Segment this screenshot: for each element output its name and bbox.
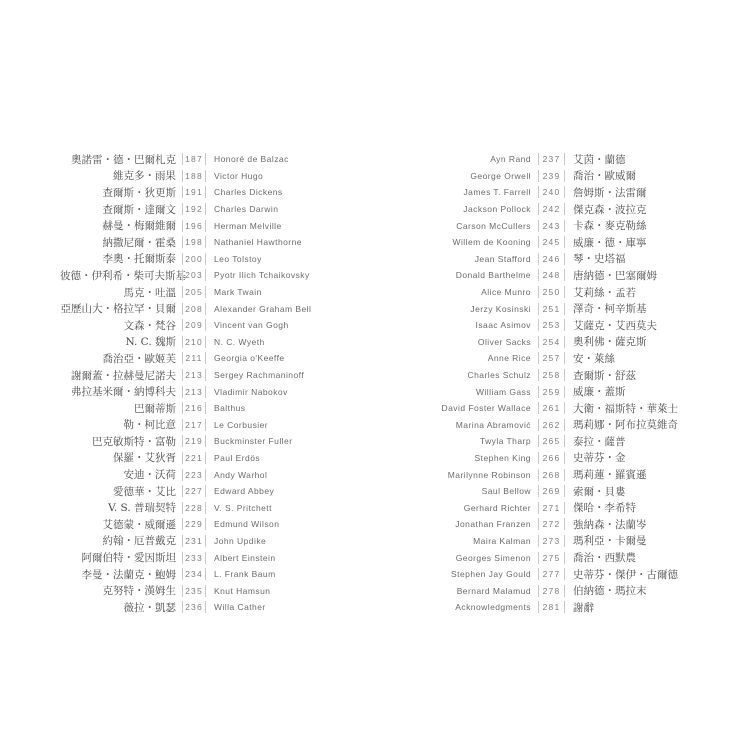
entry-page-number-left: 234 xyxy=(182,568,206,580)
entry-en-name-right: Acknowledgments xyxy=(455,602,531,613)
entry-zh-name-left: V. S. 普瑞契特 xyxy=(108,502,176,515)
entry-zh-name-right: 唐納德・巴塞爾姆 xyxy=(573,269,657,282)
entry-page-number-right: 254 xyxy=(538,336,565,348)
toc-row xyxy=(60,367,690,384)
entry-page-number-right: 246 xyxy=(538,253,565,265)
entry-page-number-left: 229 xyxy=(182,518,206,530)
entry-en-name-right: Charles Schulz xyxy=(467,370,531,381)
entry-zh-name-right: 瑪利亞・卡爾曼 xyxy=(573,535,647,548)
toc-row xyxy=(60,317,690,334)
toc-row xyxy=(60,151,690,168)
entry-en-name-right: Donald Barthelme xyxy=(455,270,531,281)
entry-en-name-left: Georgia o'Keeffe xyxy=(214,353,285,364)
entry-en-name-left: Buckminster Fuller xyxy=(214,436,293,447)
toc-row xyxy=(60,566,690,583)
entry-zh-name-left: 亞歷山大・格拉罕・貝爾 xyxy=(60,303,176,316)
entry-en-name-right: Jonathan Franzen xyxy=(455,519,531,530)
entry-en-name-left: Andy Warhol xyxy=(214,469,268,480)
entry-page-number-left: 192 xyxy=(182,203,206,215)
entry-zh-name-right: 澤奇・柯辛斯基 xyxy=(573,303,647,316)
entry-page-number-left: 217 xyxy=(182,419,206,431)
entry-page-number-right: 268 xyxy=(538,469,565,481)
entry-page-number-right: 245 xyxy=(538,236,565,248)
entry-en-name-right: Georges Simenon xyxy=(455,552,531,563)
entry-page-number-left: 219 xyxy=(182,435,206,447)
entry-zh-name-right: 威廉・蓋斯 xyxy=(573,386,626,399)
entry-page-number-right: 259 xyxy=(538,386,565,398)
entry-page-number-left: 236 xyxy=(182,601,206,613)
toc-row xyxy=(60,599,690,616)
entry-page-number-right: 266 xyxy=(538,452,565,464)
entry-zh-name-right: 傑哈・李希特 xyxy=(573,502,636,515)
entry-en-name-left: Edmund Wilson xyxy=(214,519,280,530)
entry-zh-name-left: 安迪・沃荷 xyxy=(123,469,176,482)
entry-en-name-right: William Gass xyxy=(476,386,531,397)
entry-zh-name-left: 保羅・艾狄胥 xyxy=(113,452,176,465)
entry-zh-name-left: 赫曼・梅爾維爾 xyxy=(102,220,176,233)
toc-row xyxy=(60,184,690,201)
entry-page-number-right: 269 xyxy=(538,485,565,497)
entry-zh-name-left: 巴爾蒂斯 xyxy=(134,402,176,415)
entry-zh-name-right: 傑克森・波拉克 xyxy=(573,203,647,216)
toc-row xyxy=(60,466,690,483)
entry-page-number-right: 281 xyxy=(538,601,565,613)
entry-en-name-left: Knut Hamsun xyxy=(214,585,271,596)
entry-page-number-right: 278 xyxy=(538,585,565,597)
entry-page-number-left: 223 xyxy=(182,469,206,481)
entry-zh-name-left: 愛德華・艾比 xyxy=(113,485,176,498)
entry-en-name-right: Twyla Tharp xyxy=(479,436,531,447)
entry-zh-name-right: 瑪莉娜・阿布拉莫維奇 xyxy=(573,419,678,432)
entry-zh-name-left: 彼德・伊利希・柴可夫斯基 xyxy=(60,269,186,282)
entry-page-number-right: 257 xyxy=(538,352,565,364)
entry-page-number-right: 237 xyxy=(538,153,565,165)
entry-page-number-right: 253 xyxy=(538,319,565,331)
entry-en-name-right: David Foster Wallace xyxy=(441,403,531,414)
entry-page-number-right: 248 xyxy=(538,269,565,281)
entry-zh-name-left: 喬治亞・歐姬芙 xyxy=(102,352,176,365)
toc-row xyxy=(60,499,690,516)
entry-en-name-left: Edward Abbey xyxy=(214,486,275,497)
entry-page-number-left: 213 xyxy=(182,369,206,381)
entry-en-name-right: Jean Stafford xyxy=(474,253,531,264)
entry-en-name-right: Jackson Pollock xyxy=(463,204,531,215)
entry-page-number-right: 258 xyxy=(538,369,565,381)
entry-en-name-left: L. Frank Baum xyxy=(214,569,276,580)
entry-zh-name-right: 喬治・西默農 xyxy=(573,552,636,565)
entry-page-number-left: 200 xyxy=(182,253,206,265)
toc-row xyxy=(60,217,690,234)
entry-en-name-right: Bernard Malamud xyxy=(456,585,531,596)
entry-zh-name-left: 奧諾雷・德・巴爾札克 xyxy=(71,153,176,166)
entry-en-name-left: Charles Darwin xyxy=(214,204,279,215)
entry-page-number-right: 239 xyxy=(538,170,565,182)
entry-zh-name-right: 卡森・麥克勒絲 xyxy=(573,220,647,233)
entry-zh-name-right: 瑪莉蓮・羅賓遜 xyxy=(573,469,647,482)
entry-page-number-left: 211 xyxy=(182,352,206,364)
entry-zh-name-right: 大衛・福斯特・華萊士 xyxy=(573,402,678,415)
entry-en-name-right: George Orwell xyxy=(470,170,531,181)
entry-zh-name-right: 艾薩克・艾西莫夫 xyxy=(573,319,657,332)
entry-en-name-left: N. C. Wyeth xyxy=(214,336,265,347)
entry-zh-name-right: 索爾・貝婁 xyxy=(573,485,626,498)
toc-row xyxy=(60,300,690,317)
toc-row xyxy=(60,400,690,417)
entry-page-number-right: 261 xyxy=(538,402,565,414)
entry-en-name-left: Mark Twain xyxy=(214,287,262,298)
entry-page-number-left: 228 xyxy=(182,502,206,514)
entry-zh-name-left: 薇拉・凱瑟 xyxy=(123,601,176,614)
entry-en-name-right: Maira Kalman xyxy=(473,535,531,546)
toc-row xyxy=(60,383,690,400)
entry-zh-name-right: 琴・史塔福 xyxy=(573,253,626,266)
entry-zh-name-left: 維克多・雨果 xyxy=(113,170,176,183)
entry-zh-name-left: N. C. 魏斯 xyxy=(125,336,176,349)
entry-zh-name-right: 查爾斯・舒茲 xyxy=(573,369,636,382)
entry-page-number-left: 191 xyxy=(182,186,206,198)
toc-row xyxy=(60,201,690,218)
entry-page-number-left: 203 xyxy=(182,269,206,281)
entry-zh-name-right: 強納森・法蘭岑 xyxy=(573,518,647,531)
entry-page-number-left: 221 xyxy=(182,452,206,464)
table-of-contents xyxy=(60,151,690,616)
entry-page-number-left: 209 xyxy=(182,319,206,331)
entry-page-number-left: 187 xyxy=(182,153,206,165)
entry-page-number-right: 251 xyxy=(538,303,565,315)
entry-en-name-left: Albert Einstein xyxy=(214,552,276,563)
entry-page-number-right: 271 xyxy=(538,502,565,514)
entry-en-name-right: Saul Bellow xyxy=(481,486,531,497)
entry-page-number-right: 242 xyxy=(538,203,565,215)
entry-en-name-right: James T. Farrell xyxy=(463,187,531,198)
toc-row xyxy=(60,284,690,301)
entry-page-number-right: 240 xyxy=(538,186,565,198)
entry-page-number-left: 235 xyxy=(182,585,206,597)
entry-en-name-right: Isaac Asimov xyxy=(475,320,531,331)
entry-page-number-left: 216 xyxy=(182,402,206,414)
entry-page-number-left: 210 xyxy=(182,336,206,348)
entry-en-name-right: Stephen Jay Gould xyxy=(451,569,531,580)
entry-zh-name-right: 艾莉絲・孟若 xyxy=(573,286,636,299)
entry-en-name-left: Willa Cather xyxy=(214,602,266,613)
entry-en-name-left: John Updike xyxy=(214,535,267,546)
entry-zh-name-left: 阿爾伯特・愛因斯坦 xyxy=(81,552,176,565)
entry-en-name-left: V. S. Pritchett xyxy=(214,502,272,513)
entry-zh-name-right: 謝辭 xyxy=(573,601,594,614)
entry-en-name-right: Carson McCullers xyxy=(456,220,531,231)
entry-zh-name-left: 文森・梵谷 xyxy=(123,319,176,332)
toc-row xyxy=(60,433,690,450)
entry-zh-name-left: 克努特・漢姆生 xyxy=(102,585,176,598)
entry-zh-name-left: 李曼・法蘭克・鮑姆 xyxy=(81,568,176,581)
entry-zh-name-right: 奧利佛・薩克斯 xyxy=(573,336,647,349)
toc-row xyxy=(60,417,690,434)
entry-zh-name-right: 史蒂芬・金 xyxy=(573,452,626,465)
toc-row xyxy=(60,234,690,251)
entry-page-number-left: 196 xyxy=(182,220,206,232)
entry-en-name-right: Willem de Kooning xyxy=(452,237,531,248)
toc-row xyxy=(60,533,690,550)
entry-page-number-left: 205 xyxy=(182,286,206,298)
entry-en-name-left: Paul Erdös xyxy=(214,452,261,463)
entry-en-name-left: Nathaniel Hawthorne xyxy=(214,237,302,248)
entry-page-number-left: 213 xyxy=(182,386,206,398)
entry-page-number-right: 262 xyxy=(538,419,565,431)
entry-en-name-left: Herman Melville xyxy=(214,220,282,231)
entry-en-name-left: Vladimir Nabokov xyxy=(214,386,288,397)
entry-en-name-right: Jerzy Kosinski xyxy=(470,303,531,314)
toc-row xyxy=(60,582,690,599)
entry-en-name-right: Ayn Rand xyxy=(490,154,531,165)
entry-en-name-left: Le Corbusier xyxy=(214,419,269,430)
entry-en-name-right: Stephen King xyxy=(474,452,531,463)
entry-en-name-right: Gerhard Richter xyxy=(463,502,531,513)
entry-zh-name-left: 查爾斯・狄更斯 xyxy=(102,186,176,199)
entry-zh-name-right: 伯納德・瑪拉末 xyxy=(573,585,647,598)
entry-zh-name-left: 約翰・厄普戴克 xyxy=(102,535,176,548)
entry-page-number-right: 265 xyxy=(538,435,565,447)
entry-en-name-left: Leo Tolstoy xyxy=(214,253,262,264)
entry-en-name-left: Charles Dickens xyxy=(214,187,283,198)
entry-en-name-right: Marilynne Robinson xyxy=(447,469,531,480)
entry-zh-name-left: 巴克敏斯特・富勒 xyxy=(92,435,176,448)
entry-zh-name-right: 泰拉・薩普 xyxy=(573,435,626,448)
entry-page-number-right: 250 xyxy=(538,286,565,298)
entry-page-number-left: 188 xyxy=(182,170,206,182)
entry-page-number-right: 273 xyxy=(538,535,565,547)
entry-en-name-right: Alice Munro xyxy=(481,287,531,298)
entry-en-name-left: Honoré de Balzac xyxy=(214,154,289,165)
entry-zh-name-left: 納撒尼爾・霍桑 xyxy=(102,236,176,249)
toc-row xyxy=(60,350,690,367)
toc-row xyxy=(60,168,690,185)
toc-row xyxy=(60,483,690,500)
entry-en-name-left: Alexander Graham Bell xyxy=(214,303,312,314)
toc-row xyxy=(60,334,690,351)
entry-zh-name-left: 勒・柯比意 xyxy=(123,419,176,432)
entry-zh-name-right: 喬治・歐威爾 xyxy=(573,170,636,183)
entry-zh-name-left: 弗拉基米爾・納博科夫 xyxy=(71,386,176,399)
entry-page-number-right: 277 xyxy=(538,568,565,580)
entry-zh-name-left: 艾德蒙・威爾遜 xyxy=(102,518,176,531)
entry-page-number-right: 275 xyxy=(538,552,565,564)
entry-page-number-right: 243 xyxy=(538,220,565,232)
entry-en-name-left: Balthus xyxy=(214,403,246,414)
entry-zh-name-left: 李奧・托爾斯泰 xyxy=(102,253,176,266)
entry-en-name-left: Vincent van Gogh xyxy=(214,320,289,331)
entry-en-name-left: Sergey Rachmaninoff xyxy=(214,370,305,381)
entry-zh-name-right: 史蒂芬・傑伊・古爾德 xyxy=(573,568,678,581)
entry-page-number-left: 208 xyxy=(182,303,206,315)
toc-row xyxy=(60,516,690,533)
entry-zh-name-right: 詹姆斯・法雷爾 xyxy=(573,186,647,199)
entry-page-number-left: 233 xyxy=(182,552,206,564)
toc-row xyxy=(60,267,690,284)
entry-page-number-left: 227 xyxy=(182,485,206,497)
entry-page-number-right: 272 xyxy=(538,518,565,530)
entry-en-name-left: Victor Hugo xyxy=(214,170,264,181)
entry-en-name-right: Oliver Sacks xyxy=(477,336,531,347)
entry-zh-name-left: 馬克・吐溫 xyxy=(123,286,176,299)
entry-page-number-left: 198 xyxy=(182,236,206,248)
entry-en-name-left: Pyotr Ilich Tchaikovsky xyxy=(214,270,310,281)
toc-row xyxy=(60,549,690,566)
entry-zh-name-right: 威廉・德・庫寧 xyxy=(573,236,647,249)
toc-row xyxy=(60,450,690,467)
entry-en-name-right: Anne Rice xyxy=(487,353,531,364)
entry-zh-name-right: 艾茵・蘭德 xyxy=(573,153,626,166)
entry-zh-name-left: 查爾斯・達爾文 xyxy=(102,203,176,216)
toc-row xyxy=(60,251,690,268)
entry-page-number-left: 231 xyxy=(182,535,206,547)
entry-en-name-right: Marina Abramović xyxy=(455,419,531,430)
entry-zh-name-right: 安・萊絲 xyxy=(573,352,615,365)
entry-zh-name-left: 謝爾蓋・拉赫曼尼諾夫 xyxy=(71,369,176,382)
